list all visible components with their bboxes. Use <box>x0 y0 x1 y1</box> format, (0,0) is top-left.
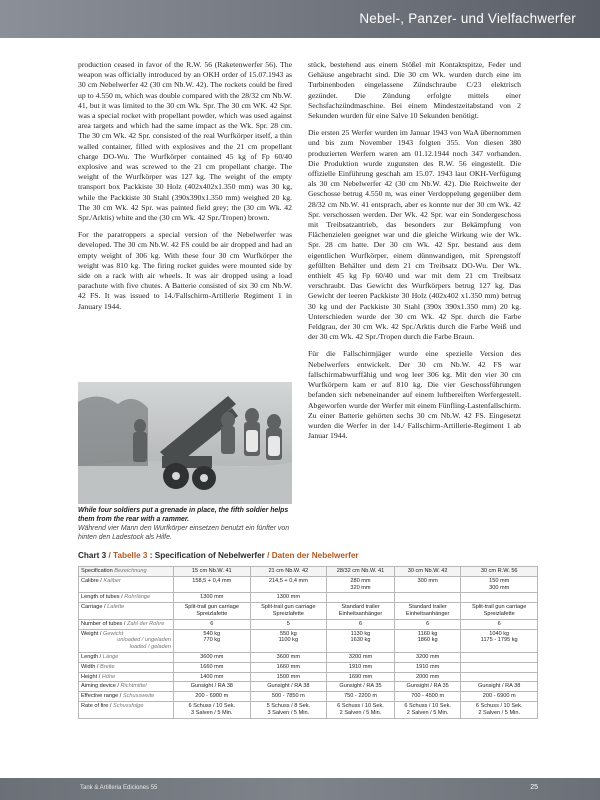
row-label-german: Rohrlänge <box>124 594 151 601</box>
row-label: Aiming device / Richtmittel <box>79 682 174 692</box>
heading-colon: : <box>147 551 155 560</box>
row-label: Weight / Gewicht unloaded / ungeladen loaded / geladen <box>79 629 174 652</box>
row-label-english: Calibre <box>81 577 99 584</box>
chart-heading <box>78 551 538 560</box>
row-label-german: Richtmittel <box>120 683 147 690</box>
table-cell: 1910 mm <box>327 662 395 672</box>
table-cell: 6 Schuss / 10 Sek. 2 Salven / 5 Min. <box>394 701 461 718</box>
table-cell: 550 kg 1100 kg <box>250 629 327 652</box>
table-cell: 1300 mm <box>174 593 251 603</box>
table-row <box>79 662 538 672</box>
row-label-english: Number of tubes <box>81 620 123 627</box>
row-label-german: Kaliber <box>103 577 121 584</box>
left-paragraph-2: For the paratroppers a special version of the Nebelwerfer was developed. The 30 cm Nb.W. 42 FS could be air dropped and had an empty weight of 306 kg. With these four 30 cm Wurfkörper the weight was 810 kg. The firing rocket guides were mounted side by side on a rack with air wheels. It was air dropped using a load parachute with five chutes. A Batterie consisted of six 30 cm Nb.W. 42 FS. It was issued to 14./Fallschirm-Artillerie Regiment 1 in January 1944. <box>78 230 292 311</box>
page-number: 25 <box>530 784 538 791</box>
table-cell: 6 Schuss / 10 Sek. 3 Salven / 5 Min. <box>174 701 251 718</box>
footer-publisher: Tank & Artilleria Ediciones 55 <box>80 785 158 791</box>
table-cell: 3200 mm <box>394 652 461 662</box>
table-row <box>79 701 538 718</box>
photo-caption-english: While four soldiers put a grenade in place, the fifth soldier helps them from the rear with a rammer. <box>78 507 289 523</box>
table-cell: 158,5 + 0,4 mm <box>174 576 251 593</box>
table-cell: 540 kg 770 kg <box>174 629 251 652</box>
row-label-german: Breite <box>99 663 115 670</box>
row-label: Width / Breite <box>79 662 174 672</box>
table-cell: Gunsight / RA 38 <box>461 682 538 692</box>
row-label-german: Länge <box>102 653 119 660</box>
table-header-label <box>79 567 174 577</box>
table-cell <box>327 593 395 603</box>
table-cell: 1130 kg 1630 kg <box>327 629 395 652</box>
table-cell: 700 - 4500 m <box>394 692 461 702</box>
column-header: 30 cm Nb.W. 42 <box>394 567 461 577</box>
table-cell: Gunsight / RA 38 <box>174 682 251 692</box>
table-cell: 5 Schuss / 8 Sek. 3 Salven / 5 Min. <box>250 701 327 718</box>
chart-title-german: Daten der Nebelwerfer <box>271 551 359 560</box>
right-paragraph-1: stück, bestehend aus einem Stößel mit Kontaktspitze, Feder und Gehäuse angebracht sind. Die 30 cm Wk. wurden durch eine im Turbinenboden eingelassene Zündschraube C/23 elektrisch gezündet. Die Zündung erfolgte mittels einer Sechsfachzündmaschine. Bei einem Mindestzeitabstand von 2 Sekunden wurden für eine Salve 10 Sekunden benötigt. <box>308 60 521 121</box>
table-row <box>79 629 538 652</box>
row-label-english: Aiming device <box>81 683 116 690</box>
table-cell: 300 mm <box>394 576 461 593</box>
table-cell <box>461 672 538 682</box>
row-label-german: Schussweite <box>122 693 155 700</box>
table-cell: 1660 mm <box>250 662 327 672</box>
row-label-english: Height <box>81 673 98 680</box>
table-cell <box>394 593 461 603</box>
row-label-english: Effective range <box>81 693 119 700</box>
left-paragraph-1: production ceased in favor of the R.W. 56 (Raketenwerfer 56). The weapon was officially introduced by an OKH order of 15.07.1943 as 30 cm Nebelwerfer 42 (30 cm Nb.W. 42). The rockets could be fired up to 4.550 m, which was double compared with the 28/32 cm Nb.W. 41, but it was limited to the 30 cm Wk. Spr. The 30 cm WK. 42 Spr. was a special rocket with propellant powder, which was used against area targets and which had the same impact as the Wk. Spr. 28 cm. The 30 cm Wk. 42 Spr. consisted of the real Wurfkörper itself, a thin walled container, filled with explosives and the 21 cm propellant charge DO-Wu. The Wurfkörper contained 45 kg of Fp 60/40 explosive and was screwed to the 21 cm propellant charge. The weight of the Wurfkörper was 127 kg. The weight of the empty transport box Packkiste 30 Holz (402x402x1.350 mm) was 30 kg, while the Packkiste 30 Stahl (390x390x1.350 mm) weighed 20 kg. The 30 cm Wk. 42 Spr. was painted field grey; the (30 cm Wk. 42 Spr./Arktis) white and the (30 cm Wk. 42 Spr./Tropen) brown. <box>78 60 292 223</box>
column-header: 15 cm Nb.W. 41 <box>174 567 251 577</box>
column-header: 30 cm R.W. 56 <box>461 567 538 577</box>
column-header: 21 cm Nb.W. 42 <box>250 567 327 577</box>
row-label-english: Weight <box>81 630 99 637</box>
left-column <box>78 60 292 319</box>
table-cell: 1300 mm <box>250 593 327 603</box>
table-cell: 214,5 + 0,4 mm <box>250 576 327 593</box>
photo-illustration <box>78 382 292 504</box>
header-label-german: Bezeichnung <box>114 568 147 574</box>
table-cell: 6 <box>461 619 538 629</box>
table-cell: Gunsight / RA 35 <box>327 682 395 692</box>
row-label-english: Length of tubes <box>81 594 120 601</box>
row-label-english: Length <box>81 653 99 660</box>
table-cell: 2000 mm <box>394 672 461 682</box>
table-row <box>79 619 538 629</box>
row-label-german: Zahl der Rohre <box>127 620 165 627</box>
table-cell: Gunsight / RA 38 <box>250 682 327 692</box>
table-cell: Split-trail gun carriage Spreizlafette <box>250 603 327 620</box>
column-header: 28/32 cm Nb.W. 41 <box>327 567 395 577</box>
table-cell: 6 <box>174 619 251 629</box>
table-cell: 3200 mm <box>327 652 395 662</box>
chart-number: Chart 3 <box>78 551 107 560</box>
artillery-photo <box>78 382 292 504</box>
table-cell: 1500 mm <box>250 672 327 682</box>
table-cell: 150 mm 300 mm <box>461 576 538 593</box>
row-label-english: Rate of fire <box>81 702 109 709</box>
right-paragraph-2: Die ersten 25 Werfer wurden im Januar 1943 von WaA übernommen und bis zum November 1943 folgten 355. Von diesen 380 produzierten Werfern waren am 01.12.1944 noch 347 vorhanden. Die Produktion wurde zugunsten des R.W. 56 eingestellt. Die offizielle Einführung geschah am 15.07. 1943 laut OKH-Verfügung als 30 cm Nebelwerfer 42 (30 cm Nb.W. 42). Die Reichweite der Geschosse betrug 4.550 m, was einer Verdoppelung gegenüber dem 28/32 cm Nb.W. 41 entsprach, aber es konnte nur der 30 cm Wk. 42 Spr. verschossen werden. Der Wk. 42 Spr. war ein Sondergeschoss mit Treibsatzantrieb, das besonders zur Bekämpfung von Flächenzielen geeignet war und die gleiche Wirkung wie der Wk. Spr. 28 cm hatte. Der 30 cm Wk. 42 Spr. bestand aus dem eigentlichen Wurfkörper, einem dünnwandigen, mit Sprengstoff gefüllten Behälter und dem 21 cm Treibsatz DO-Wu. Der Wk. enthielt 45 kg Fp 60/40 und war mit dem 21 cm Treibsatz verschraubt. Das Gewicht des Wurfkörpers betrug 127 kg. Das Gewicht der leeren Packkiste 30 Holz (402x402 x1.350 mm) betrug 30 kg und der Packkiste 30 Stahl (390x 390x1.350 mm) 20 kg. Unterschieden wurde der 30 cm Wk. 42 Spr. durch die Farbe Feldgrau, der 30 cm Wk. 42 Spr./Arktis durch die Farbe Weiß und der 30 cm Wk. 42 Spr./Tropen durch die Farbe Braun. <box>308 128 521 342</box>
row-label: Number of tubes / Zahl der Rohre <box>79 619 174 629</box>
table-cell: 1160 kg 1860 kg <box>394 629 461 652</box>
table-cell: 1660 mm <box>174 662 251 672</box>
row-label: Rate of fire / Schussfolge <box>79 701 174 718</box>
table-cell: 6 <box>394 619 461 629</box>
photo-caption-german: Während vier Mann den Wurfkörper einsetzen benutzt ein fünfter von hinten den Ladestock als Hilfe. <box>78 525 290 541</box>
photo-caption <box>78 506 292 542</box>
right-paragraph-3: Für die Fallschirmjäger wurde eine spezielle Version des Nebelwerfers entwickelt. Der 30 cm Nb.W. 42 FS war fallschirmabwurffähig und wog leer 306 kg. Mit den vier 30 cm Wurfkörpern kam er auf 810 kg. Die vier Geschossführungen befanden sich nebeneinander auf einem luftbereiften Werfergestell. Abgeworfen wurde der Werfer mit einem Fünfling-Lastenfallschirm. Zu einer Batterie gehörten sechs 30 cm Nb.W. 42 FS. Eingesetzt wurden die Werfer in der 14./ Fallschirm-Artillerie-Regiment 1 ab Januar 1944. <box>308 349 521 441</box>
table-row <box>79 652 538 662</box>
row-label-german: Lafette <box>107 604 125 611</box>
table-cell: Standard trailer Einheitsanhänger <box>327 603 395 620</box>
row-label: Carriage / Lafette <box>79 603 174 620</box>
row-label-english: Carriage <box>81 604 103 611</box>
table-cell: 3600 mm <box>250 652 327 662</box>
table-cell: 750 - 2200 m <box>327 692 395 702</box>
table-row <box>79 593 538 603</box>
right-column <box>308 60 521 448</box>
table-cell: 6 <box>327 619 395 629</box>
row-label: Length / Länge <box>79 652 174 662</box>
row-label: Height / Höhe <box>79 672 174 682</box>
row-label-german: Höhe <box>101 673 116 680</box>
table-cell: 6 Schuss / 10 Sek. 2 Salven / 5 Min. <box>327 701 395 718</box>
table-row <box>79 603 538 620</box>
table-cell: 1040 kg 1175 - 1795 kg <box>461 629 538 652</box>
table-cell: Gunsight / RA 35 <box>394 682 461 692</box>
table-cell <box>461 593 538 603</box>
row-label: Length of tubes / Rohrlänge <box>79 593 174 603</box>
table-cell: 6 Schuss / 10 Sek. 2 Salven / 5 Min. <box>461 701 538 718</box>
table-cell: 1400 mm <box>174 672 251 682</box>
table-cell: 5 <box>250 619 327 629</box>
row-label-german: Gewicht <box>102 630 124 637</box>
running-header: Nebel-, Panzer- und Vielfachwerfer <box>359 11 576 26</box>
table-cell: 1690 mm <box>327 672 395 682</box>
table-row <box>79 672 538 682</box>
table-cell: 280 mm 320 mm <box>327 576 395 593</box>
table-row <box>79 576 538 593</box>
row-label: Effective range / Schussweite <box>79 692 174 702</box>
table-header-row <box>79 567 538 577</box>
table-row <box>79 692 538 702</box>
table-cell: 200 - 6900 m <box>461 692 538 702</box>
row-label: Calibre / Kaliber <box>79 576 174 593</box>
header-label-english: Specification <box>81 568 113 574</box>
table-cell: 200 - 6900 m <box>174 692 251 702</box>
table-row <box>79 682 538 692</box>
table-cell: Standard trailer Einheitsanhänger <box>394 603 461 620</box>
table-body <box>79 576 538 718</box>
row-label-german: Schussfolge <box>113 702 144 709</box>
row-sublabels: unloaded / ungeladen loaded / geladen <box>117 637 171 651</box>
table-cell <box>461 662 538 672</box>
table-cell: 3600 mm <box>174 652 251 662</box>
table-cell: Split-trail gun carriage Spreizlafette <box>174 603 251 620</box>
table-cell: Split-trail gun carriage Spreizlafette <box>461 603 538 620</box>
chart-title-english: Specification of Nebelwerfer <box>154 551 265 560</box>
specification-table <box>78 566 538 719</box>
heading-separator-2: / <box>264 551 272 560</box>
table-cell: 1910 mm <box>394 662 461 672</box>
row-label-english: Width <box>81 663 96 670</box>
tabelle-number: Tabelle 3 <box>113 551 148 560</box>
table-cell: 500 - 7850 m <box>250 692 327 702</box>
heading-separator: / <box>106 551 114 560</box>
table-cell <box>461 652 538 662</box>
